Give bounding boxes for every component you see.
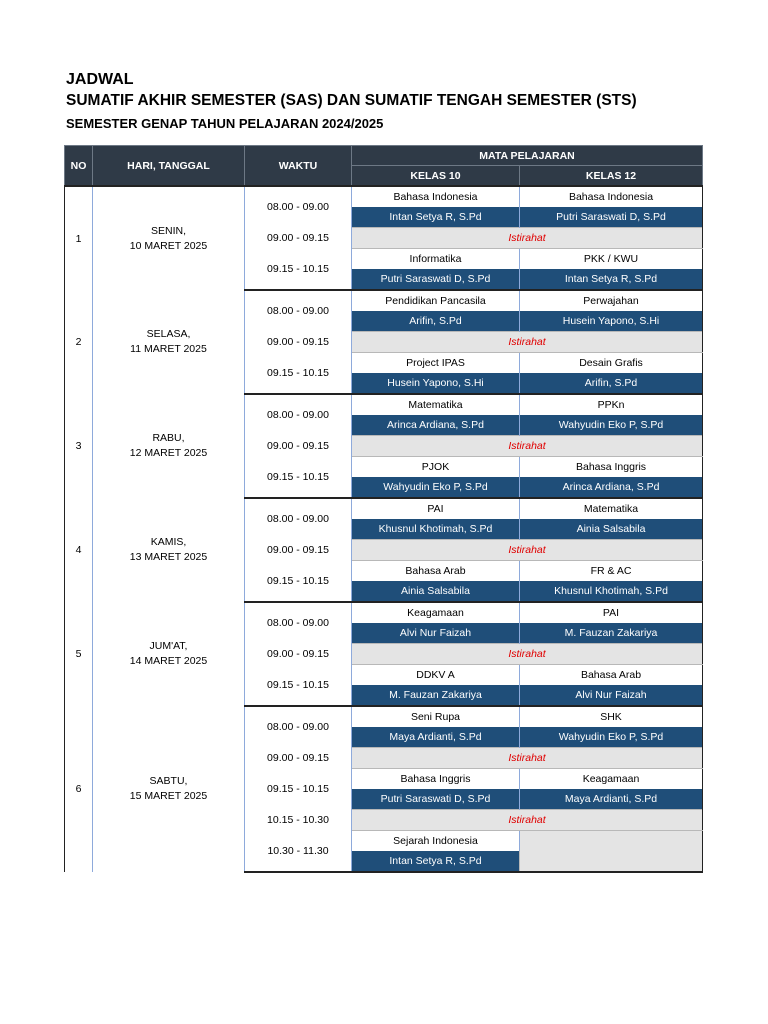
subject-kelas10: DDKV A bbox=[352, 665, 520, 686]
table-row bbox=[65, 186, 703, 207]
teacher-kelas10: M. Fauzan Zakariya bbox=[352, 685, 520, 706]
time-slot: 08.00 - 09.00 bbox=[245, 186, 352, 228]
break-cell: Istirahat bbox=[352, 540, 703, 561]
day-date-cell bbox=[93, 602, 245, 706]
break-cell: Istirahat bbox=[352, 332, 703, 353]
time-slot: 10.30 - 11.30 bbox=[245, 831, 352, 873]
subject-kelas10: PAI bbox=[352, 498, 520, 519]
day-date: 13 MARET 2025 bbox=[129, 551, 208, 563]
document-title: JADWAL bbox=[66, 71, 134, 88]
teacher-kelas10: Khusnul Khotimah, S.Pd bbox=[352, 519, 520, 540]
subject-kelas10: Bahasa Arab bbox=[352, 561, 520, 582]
subject-kelas12: Keagamaan bbox=[520, 769, 703, 790]
document-header bbox=[66, 70, 637, 134]
table-row bbox=[65, 602, 703, 623]
day-name: KAMIS, bbox=[150, 536, 187, 548]
break-cell: Istirahat bbox=[352, 810, 703, 831]
teacher-kelas12: Intan Setya R, S.Pd bbox=[520, 269, 703, 290]
time-slot: 09.00 - 09.15 bbox=[245, 436, 352, 457]
day-number: 4 bbox=[65, 498, 93, 602]
day-date-cell bbox=[93, 290, 245, 394]
day-date-cell bbox=[93, 498, 245, 602]
teacher-kelas10: Arifin, S.Pd bbox=[352, 311, 520, 332]
time-slot: 09.15 - 10.15 bbox=[245, 353, 352, 395]
col-header-kelas10: KELAS 10 bbox=[352, 166, 520, 187]
subject-kelas10: Bahasa Indonesia bbox=[352, 186, 520, 207]
subject-kelas10: Sejarah Indonesia bbox=[352, 831, 520, 852]
day-date-cell bbox=[93, 394, 245, 498]
day-number: 6 bbox=[65, 706, 93, 872]
subject-kelas10: Keagamaan bbox=[352, 602, 520, 623]
teacher-kelas12: Khusnul Khotimah, S.Pd bbox=[520, 581, 703, 602]
subject-kelas10: Pendidikan Pancasila bbox=[352, 290, 520, 311]
col-header-kelas12: KELAS 12 bbox=[520, 166, 703, 187]
time-slot: 09.00 - 09.15 bbox=[245, 748, 352, 769]
break-cell: Istirahat bbox=[352, 748, 703, 769]
time-slot: 08.00 - 09.00 bbox=[245, 602, 352, 644]
time-slot: 09.15 - 10.15 bbox=[245, 561, 352, 603]
subject-kelas12: Bahasa Inggris bbox=[520, 457, 703, 478]
schedule-table bbox=[64, 145, 703, 873]
day-name: SELASA, bbox=[146, 328, 191, 340]
empty-cell-kelas12 bbox=[520, 831, 703, 873]
semester-label: SEMESTER GENAP TAHUN PELAJARAN 2024/2025 bbox=[66, 116, 384, 131]
time-slot: 09.15 - 10.15 bbox=[245, 769, 352, 810]
table-body bbox=[65, 186, 703, 872]
subject-kelas12: PAI bbox=[520, 602, 703, 623]
document-subtitle: SUMATIF AKHIR SEMESTER (SAS) DAN SUMATIF TENGAH SEMESTER (STS) bbox=[66, 92, 637, 109]
day-number: 2 bbox=[65, 290, 93, 394]
teacher-kelas10: Husein Yapono, S.Hi bbox=[352, 373, 520, 394]
teacher-kelas10: Alvi Nur Faizah bbox=[352, 623, 520, 644]
teacher-kelas10: Maya Ardianti, S.Pd bbox=[352, 727, 520, 748]
teacher-kelas10: Putri Saraswati D, S.Pd bbox=[352, 789, 520, 810]
break-cell: Istirahat bbox=[352, 644, 703, 665]
day-date: 11 MARET 2025 bbox=[130, 343, 207, 355]
teacher-kelas10: Putri Saraswati D, S.Pd bbox=[352, 269, 520, 290]
time-slot: 09.15 - 10.15 bbox=[245, 457, 352, 499]
teacher-kelas12: Arifin, S.Pd bbox=[520, 373, 703, 394]
teacher-kelas10: Ainia Salsabila bbox=[352, 581, 520, 602]
subject-kelas10: Informatika bbox=[352, 249, 520, 270]
teacher-kelas10: Wahyudin Eko P, S.Pd bbox=[352, 477, 520, 498]
subject-kelas10: PJOK bbox=[352, 457, 520, 478]
subject-kelas12: Perwajahan bbox=[520, 290, 703, 311]
day-name: SENIN, bbox=[150, 224, 186, 237]
teacher-kelas10: Intan Setya R, S.Pd bbox=[352, 851, 520, 872]
time-slot: 08.00 - 09.00 bbox=[245, 394, 352, 436]
col-header-subjects: MATA PELAJARAN bbox=[352, 146, 703, 166]
teacher-kelas12: M. Fauzan Zakariya bbox=[520, 623, 703, 644]
day-number: 3 bbox=[65, 394, 93, 498]
day-name: RABU, bbox=[152, 432, 185, 444]
time-slot: 09.00 - 09.15 bbox=[245, 332, 352, 353]
break-cell: Istirahat bbox=[352, 228, 703, 249]
subject-kelas12: Bahasa Indonesia bbox=[520, 186, 703, 207]
col-header-time: WAKTU bbox=[245, 146, 352, 187]
day-name: JUM'AT, bbox=[149, 640, 188, 652]
day-date-cell bbox=[93, 706, 245, 872]
teacher-kelas12: Alvi Nur Faizah bbox=[520, 685, 703, 706]
subject-kelas10: Seni Rupa bbox=[352, 706, 520, 727]
day-date: 14 MARET 2025 bbox=[129, 655, 208, 667]
table-row bbox=[65, 706, 703, 727]
teacher-kelas12: Maya Ardianti, S.Pd bbox=[520, 789, 703, 810]
time-slot: 09.00 - 09.15 bbox=[245, 540, 352, 561]
teacher-kelas10: Arinca Ardiana, S.Pd bbox=[352, 415, 520, 436]
day-date: 15 MARET 2025 bbox=[129, 790, 208, 802]
subject-kelas10: Bahasa Inggris bbox=[352, 769, 520, 790]
day-date: 12 MARET 2025 bbox=[129, 447, 208, 459]
subject-kelas10: Project IPAS bbox=[352, 353, 520, 374]
day-date-cell bbox=[93, 186, 245, 290]
table-row bbox=[65, 394, 703, 415]
time-slot: 08.00 - 09.00 bbox=[245, 498, 352, 540]
teacher-kelas12: Wahyudin Eko P, S.Pd bbox=[520, 415, 703, 436]
subject-kelas10: Matematika bbox=[352, 394, 520, 415]
subject-kelas12: SHK bbox=[520, 706, 703, 727]
subject-kelas12: FR & AC bbox=[520, 561, 703, 582]
table-header bbox=[65, 146, 703, 187]
subject-kelas12: Matematika bbox=[520, 498, 703, 519]
day-number: 1 bbox=[65, 186, 93, 290]
table-row bbox=[65, 498, 703, 519]
teacher-kelas12: Putri Saraswati D, S.Pd bbox=[520, 207, 703, 228]
time-slot: 09.00 - 09.15 bbox=[245, 644, 352, 665]
time-slot: 09.00 - 09.15 bbox=[245, 228, 352, 249]
teacher-kelas12: Husein Yapono, S.Hi bbox=[520, 311, 703, 332]
time-slot: 09.15 - 10.15 bbox=[245, 249, 352, 291]
time-slot: 08.00 - 09.00 bbox=[245, 706, 352, 748]
day-number: 5 bbox=[65, 602, 93, 706]
subject-kelas12: Desain Grafis bbox=[520, 353, 703, 374]
teacher-kelas12: Ainia Salsabila bbox=[520, 519, 703, 540]
teacher-kelas10: Intan Setya R, S.Pd bbox=[352, 207, 520, 228]
subject-kelas12: PPKn bbox=[520, 394, 703, 415]
time-slot: 08.00 - 09.00 bbox=[245, 290, 352, 332]
teacher-kelas12: Arinca Ardiana, S.Pd bbox=[520, 477, 703, 498]
day-name: SABTU, bbox=[149, 775, 188, 787]
subject-kelas12: Bahasa Arab bbox=[520, 665, 703, 686]
teacher-kelas12: Wahyudin Eko P, S.Pd bbox=[520, 727, 703, 748]
break-cell: Istirahat bbox=[352, 436, 703, 457]
time-slot: 10.15 - 10.30 bbox=[245, 810, 352, 831]
day-date: 10 MARET 2025 bbox=[129, 239, 208, 252]
col-header-no: NO bbox=[65, 146, 93, 187]
time-slot: 09.15 - 10.15 bbox=[245, 665, 352, 707]
subject-kelas12: PKK / KWU bbox=[520, 249, 703, 270]
col-header-day: HARI, TANGGAL bbox=[93, 146, 245, 187]
table-row bbox=[65, 290, 703, 311]
